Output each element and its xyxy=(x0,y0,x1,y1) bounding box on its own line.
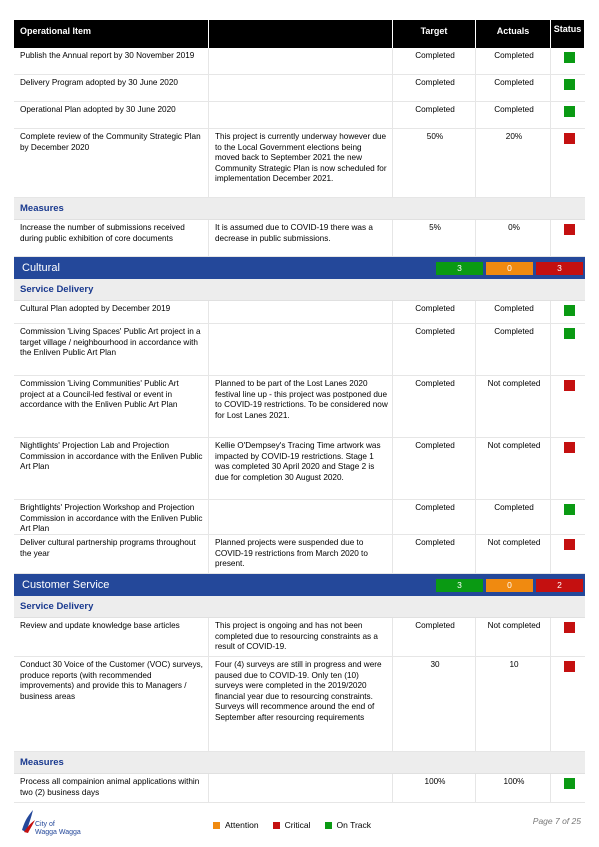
header-comment xyxy=(209,20,393,48)
section-customer-service xyxy=(14,574,585,596)
target-cell: 30 xyxy=(393,657,476,751)
actual-cell: Not completed xyxy=(476,376,551,437)
comment-cell xyxy=(209,48,393,74)
actual-cell: 100% xyxy=(476,774,551,802)
status-indicator xyxy=(564,661,575,672)
on-track-count: 3 xyxy=(436,262,483,275)
target-cell: Completed xyxy=(393,324,476,375)
critical-count: 3 xyxy=(536,262,583,275)
wagga-logo-icon xyxy=(20,808,36,834)
comment-cell xyxy=(209,301,393,323)
table-row xyxy=(14,220,585,257)
comment-cell xyxy=(209,774,393,802)
status-indicator xyxy=(564,52,575,63)
status-cell xyxy=(551,535,585,573)
status-cell xyxy=(551,438,585,499)
status-cell xyxy=(551,657,585,751)
header-status: Status xyxy=(551,20,585,48)
table-row xyxy=(14,376,585,438)
comment-cell xyxy=(209,500,393,534)
target-cell: Completed xyxy=(393,438,476,499)
council-logo xyxy=(20,808,100,840)
item-cell: Brightlights' Projection Workshop and Projection Commission in accordance with the Enliven Public Art Plan xyxy=(14,500,209,534)
critical-count: 2 xyxy=(536,579,583,592)
subsection-service-delivery: Service Delivery xyxy=(14,279,585,301)
table-row xyxy=(14,657,585,752)
item-cell: Increase the number of submissions received during public exhibition of core documents xyxy=(14,220,209,256)
legend-label: On Track xyxy=(336,820,372,830)
page-number: Page 7 of 25 xyxy=(532,816,581,826)
item-cell: Nightlights' Projection Lab and Projection Commission in accordance with the Enliven Public Art Plan xyxy=(14,438,209,499)
legend-on-track xyxy=(325,820,371,830)
measures1-rows xyxy=(14,220,585,257)
subsection-service-delivery: Service Delivery xyxy=(14,596,585,618)
target-cell: Completed xyxy=(393,618,476,656)
on-track-count: 3 xyxy=(436,579,483,592)
status-cell xyxy=(551,500,585,534)
critical-swatch xyxy=(273,822,280,829)
target-cell: 100% xyxy=(393,774,476,802)
target-cell: Completed xyxy=(393,75,476,101)
target-cell: Completed xyxy=(393,48,476,74)
actual-cell: Completed xyxy=(476,48,551,74)
status-cell xyxy=(551,220,585,256)
status-indicator xyxy=(564,504,575,515)
table-row xyxy=(14,500,585,535)
legend-critical xyxy=(273,820,311,830)
table-row xyxy=(14,102,585,129)
status-cell xyxy=(551,102,585,128)
item-cell: Process all compainion animal applications within two (2) business days xyxy=(14,774,209,802)
status-indicator xyxy=(564,328,575,339)
status-indicator xyxy=(564,442,575,453)
actual-cell: Completed xyxy=(476,75,551,101)
comment-cell xyxy=(209,102,393,128)
table-row xyxy=(14,438,585,500)
target-cell: Completed xyxy=(393,535,476,573)
actual-cell: Not completed xyxy=(476,535,551,573)
table-row xyxy=(14,48,585,75)
target-cell: Completed xyxy=(393,500,476,534)
actual-cell: Completed xyxy=(476,102,551,128)
status-indicator xyxy=(564,79,575,90)
item-cell: Delivery Program adopted by 30 June 2020 xyxy=(14,75,209,101)
actual-cell: Completed xyxy=(476,500,551,534)
section-title: Cultural xyxy=(22,262,60,274)
table-header xyxy=(14,20,585,48)
status-indicator xyxy=(564,133,575,144)
comment-cell xyxy=(209,324,393,375)
comment-cell xyxy=(209,75,393,101)
table-row xyxy=(14,301,585,324)
table-row xyxy=(14,324,585,376)
header-operational-item: Operational Item xyxy=(14,20,209,48)
target-cell: Completed xyxy=(393,376,476,437)
actual-cell: Not completed xyxy=(476,618,551,656)
logo-text xyxy=(35,821,81,837)
actual-cell: 0% xyxy=(476,220,551,256)
header-actuals: Actuals xyxy=(476,20,551,48)
comment-cell: It is assumed due to COVID-19 there was a decrease in public submissions. xyxy=(209,220,393,256)
item-cell: Publish the Annual report by 30 November 2019 xyxy=(14,48,209,74)
subsection-measures: Measures xyxy=(14,198,585,220)
logo-line-2: Wagga Wagga xyxy=(35,829,81,836)
cultural-rows xyxy=(14,301,585,574)
section-title: Customer Service xyxy=(22,579,110,591)
target-cell: 50% xyxy=(393,129,476,197)
item-cell: Cultural Plan adopted by December 2019 xyxy=(14,301,209,323)
customer-rows xyxy=(14,618,585,752)
table-row xyxy=(14,75,585,102)
attention-count: 0 xyxy=(486,579,533,592)
item-cell: Deliver cultural partnership programs throughout the year xyxy=(14,535,209,573)
status-cell xyxy=(551,48,585,74)
status-cell xyxy=(551,129,585,197)
section-cultural xyxy=(14,257,585,279)
status-indicator xyxy=(564,106,575,117)
comment-cell: Planned to be part of the Lost Lanes 2020 festival line up - this project was postponed due to COVID-19 restrictions. To be considered now for Lost Lanes 2021. xyxy=(209,376,393,437)
on-track-swatch xyxy=(325,822,332,829)
actual-cell: 10 xyxy=(476,657,551,751)
legend-attention xyxy=(213,820,259,830)
item-cell: Review and update knowledge base articles xyxy=(14,618,209,656)
comment-cell: This project is currently underway however due to the Local Government elections being moved back to September 2021 the new Community Strategic Plan is now scheduled for implementation December 2021. xyxy=(209,129,393,197)
actual-cell: Completed xyxy=(476,324,551,375)
subsection-measures: Measures xyxy=(14,752,585,774)
target-cell: Completed xyxy=(393,301,476,323)
legend-label: Critical xyxy=(284,820,311,830)
operational-plan-table xyxy=(14,20,585,803)
target-cell: 5% xyxy=(393,220,476,256)
status-cell xyxy=(551,376,585,437)
comment-cell: Planned projects were suspended due to COVID-19 restrictions from March 2020 to present. xyxy=(209,535,393,573)
logo-line-1: City of xyxy=(35,821,55,828)
comment-cell: Four (4) surveys are still in progress and were paused due to COVID-19. Only ten (10) surveys were completed in the 2019/2020 financial year due to resourcing constraints. Surveys will recommence around the end of September after resourcing requirements xyxy=(209,657,393,751)
attention-count: 0 xyxy=(486,262,533,275)
legend-label: Attention xyxy=(225,820,259,830)
status-cell xyxy=(551,618,585,656)
item-cell: Commission 'Living Spaces' Public Art project in a target village / neighbourhood in accordance with the Enliven Public Art Plan xyxy=(14,324,209,375)
item-cell: Operational Plan adopted by 30 June 2020 xyxy=(14,102,209,128)
measures2-rows xyxy=(14,774,585,803)
item-cell: Commission 'Living Communities' Public Art project at a Council-led festival or event in accordance with the Enliven Public Art Plan xyxy=(14,376,209,437)
header-target: Target xyxy=(393,20,476,48)
comment-cell: Kellie O'Dempsey's Tracing Time artwork was impacted by COVID-19 restrictions. Stage 1 was completed 30 April 2020 and Stage 2 is due for completion 30 August 2020. xyxy=(209,438,393,499)
status-indicator xyxy=(564,539,575,550)
table-row xyxy=(14,618,585,657)
target-cell: Completed xyxy=(393,102,476,128)
status-cell xyxy=(551,324,585,375)
comment-cell: This project is ongoing and has not been completed due to resourcing constraints as a result of COVID-19. xyxy=(209,618,393,656)
actual-cell: Not completed xyxy=(476,438,551,499)
table-row xyxy=(14,535,585,574)
attention-swatch xyxy=(213,822,220,829)
status-cell xyxy=(551,301,585,323)
status-indicator xyxy=(564,305,575,316)
top-rows xyxy=(14,48,585,198)
item-cell: Conduct 30 Voice of the Customer (VOC) surveys, produce reports (with recommended improvements) and provide this to Managers / business areas xyxy=(14,657,209,751)
status-indicator xyxy=(564,224,575,235)
status-cell xyxy=(551,75,585,101)
actual-cell: 20% xyxy=(476,129,551,197)
actual-cell: Completed xyxy=(476,301,551,323)
status-indicator xyxy=(564,622,575,633)
status-legend xyxy=(213,820,385,830)
table-row xyxy=(14,774,585,803)
status-indicator xyxy=(564,380,575,391)
status-indicator xyxy=(564,778,575,789)
status-cell xyxy=(551,774,585,802)
item-cell: Complete review of the Community Strategic Plan by December 2020 xyxy=(14,129,209,197)
page-footer xyxy=(0,806,599,847)
table-row xyxy=(14,129,585,198)
